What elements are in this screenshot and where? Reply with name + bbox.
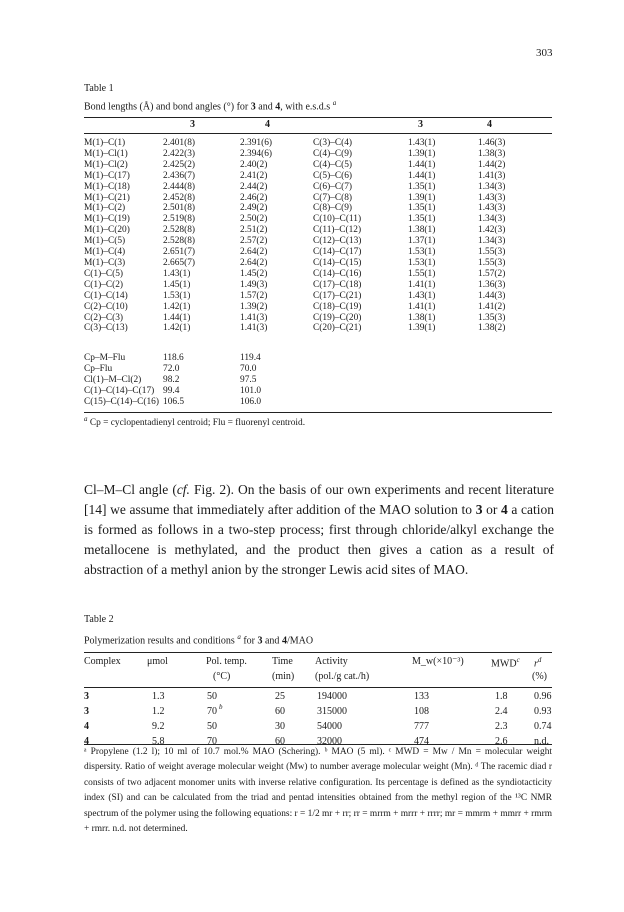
bond-value-3: 1.37(1) <box>408 236 436 247</box>
bond-value-3: 2.436(7) <box>163 170 196 181</box>
bond-value-3: 1.39(1) <box>408 323 436 334</box>
angle-label: C(15)–C(14)–C(16) <box>84 397 159 407</box>
bond-value-4: 1.43(3) <box>478 192 506 203</box>
angle-value-4: 106.0 <box>240 397 262 407</box>
table1-header-4-left: 4 <box>265 119 270 130</box>
table1-header-3-right: 3 <box>418 119 423 130</box>
bond-label: M(1)–C(5) <box>84 236 126 247</box>
bond-value-4: 1.41(3) <box>240 323 268 334</box>
bond-value-4: 2.41(2) <box>240 170 268 181</box>
bond-value-4: 2.394(6) <box>240 148 273 159</box>
bond-value-3: 1.38(1) <box>408 312 436 323</box>
bond-label: C(10)–C(11) <box>313 214 362 225</box>
bond-label: C(18)–C(19) <box>313 301 362 312</box>
bond-label: C(14)–C(17) <box>313 247 362 258</box>
bond-value-4: 1.39(2) <box>240 301 268 312</box>
bond-value-4: 1.55(3) <box>478 257 506 268</box>
table2-cell: 133 <box>414 691 429 702</box>
table1-left-values-3 <box>163 138 195 334</box>
bond-value-4: 1.57(2) <box>478 268 506 279</box>
bond-value-4: 1.34(3) <box>478 181 506 192</box>
bond-value-3: 1.42(1) <box>163 301 191 312</box>
bond-value-4: 2.51(2) <box>240 225 268 236</box>
bond-value-4: 1.34(3) <box>478 214 506 225</box>
table1-left-values-4 <box>240 138 272 334</box>
bond-value-3: 2.528(8) <box>163 225 196 236</box>
bond-value-3: 1.43(1) <box>408 290 436 301</box>
angle-value-3: 72.0 <box>163 364 180 374</box>
table2-cell: 194000 <box>317 691 347 702</box>
bond-label: C(8)–C(9) <box>313 203 353 214</box>
bond-value-4: 2.46(2) <box>240 192 268 203</box>
bond-value-3: 1.44(1) <box>163 312 191 323</box>
angle-value-4: 101.0 <box>240 386 262 396</box>
bond-value-4: 1.38(3) <box>478 148 506 159</box>
bond-value-3: 1.43(1) <box>163 268 191 279</box>
table2-cell: 0.74 <box>534 721 552 732</box>
bond-value-3: 1.35(1) <box>408 214 436 225</box>
bond-value-3: 1.44(1) <box>408 159 436 170</box>
bond-label: C(17)–C(18) <box>313 279 362 290</box>
bond-value-3: 2.444(8) <box>163 181 196 192</box>
table2-cell: 70 <box>207 736 217 747</box>
bond-label: C(1)–C(2) <box>84 279 124 290</box>
table2-cell: 70 <box>207 706 217 717</box>
bond-label: M(1)–C(17) <box>84 170 130 181</box>
table1-right-values-4 <box>478 138 505 334</box>
bond-label: C(5)–C(6) <box>313 170 353 181</box>
table2-col-activity <box>317 689 347 749</box>
bond-value-3: 2.665(7) <box>163 257 196 268</box>
table2-header-percent: (%) <box>532 671 547 682</box>
table2-footnote-mark-b: b <box>219 703 223 711</box>
bond-value-4: 1.38(2) <box>478 323 506 334</box>
bond-value-4: 1.34(3) <box>478 236 506 247</box>
bond-label: M(1)–C(2) <box>84 203 126 214</box>
bond-value-4: 1.42(3) <box>478 225 506 236</box>
bond-value-3: 2.401(8) <box>163 138 196 148</box>
table2-header-activity-unit: (pol./g cat./h) <box>315 671 370 682</box>
table1-header-3-left: 3 <box>190 119 195 130</box>
angle-label: Cp–Flu <box>84 364 113 374</box>
table2-header-celsius: (°C) <box>213 671 231 682</box>
bond-value-4: 1.36(3) <box>478 279 506 290</box>
table1-angle-values-3 <box>163 353 184 408</box>
bond-label: C(14)–C(16) <box>313 268 362 279</box>
angle-label: Cp–M–Flu <box>84 353 126 363</box>
bond-value-4: 1.35(3) <box>478 312 506 323</box>
table2-cell: 0.96 <box>534 691 552 702</box>
bond-label: M(1)–C(18) <box>84 181 130 192</box>
table2-cell: 1.3 <box>152 691 165 702</box>
bond-label: C(19)–C(20) <box>313 312 362 323</box>
table2-cell: 50 <box>207 691 217 702</box>
table2-cell: 32000 <box>317 736 342 747</box>
bond-value-3: 1.38(1) <box>408 225 436 236</box>
table2-col-complex <box>84 689 89 749</box>
bond-value-4: 2.44(2) <box>240 181 268 192</box>
angle-value-4: 97.5 <box>240 375 257 385</box>
bond-label: C(4)–C(9) <box>313 148 353 159</box>
table2-cell: 315000 <box>317 706 347 717</box>
bond-label: C(3)–C(13) <box>84 323 128 334</box>
body-paragraph: Cl–M–Cl angle (cf. Fig. 2). On the basis of our own experiments and recent literature [14] we assume that immediately after addition of the MAO solution to 3 or 4 a cation is formed as follows in a two-step process; first through chloride/alkyl exchange the metallocene is methylated, and the product then gives a cation as a result of abstraction of a methyl anion by the stronger Lewis acid sites of MAO. <box>84 482 555 577</box>
bond-value-3: 2.519(8) <box>163 214 196 225</box>
table2-col-time <box>275 689 285 749</box>
table2-cell: 54000 <box>317 721 342 732</box>
table1-caption: Bond lengths (Å) and bond angles (°) for 3 and 4, with e.s.d.s $^a$ <box>84 99 337 113</box>
table2-cell: 4 <box>84 736 89 747</box>
table2-header-min: (min) <box>272 671 295 682</box>
bond-value-4: 2.64(2) <box>240 257 268 268</box>
angle-value-3: 106.5 <box>163 397 185 407</box>
bond-value-3: 1.53(1) <box>163 290 191 301</box>
table2-cell: 3 <box>84 691 89 702</box>
bond-label: C(12)–C(13) <box>313 236 362 247</box>
bond-value-4: 1.44(2) <box>478 159 506 170</box>
table1-footnote: $^a$ Cp = cyclopentadienyl centroid; Flu = fluorenyl centroid. <box>84 415 306 429</box>
bond-value-3: 1.42(1) <box>163 323 191 334</box>
bond-value-3: 1.39(1) <box>408 192 436 203</box>
bond-value-4: 1.46(3) <box>478 138 506 148</box>
bond-value-3: 2.651(7) <box>163 247 196 258</box>
bond-value-4: 2.50(2) <box>240 214 268 225</box>
angle-value-4: 119.4 <box>240 353 261 363</box>
table2-col-r <box>534 689 552 749</box>
bond-value-4: 2.391(6) <box>240 138 273 148</box>
table1-bottom-rule <box>84 412 552 413</box>
table2-cell: 4 <box>84 721 89 732</box>
table2-header-rule <box>84 687 552 688</box>
table2-cell: 474 <box>414 736 429 747</box>
bond-value-4: 2.40(2) <box>240 159 268 170</box>
angle-label: C(1)–C(14)–C(17) <box>84 386 155 396</box>
table2-cell: 2.3 <box>495 721 508 732</box>
bond-label: M(1)–C(4) <box>84 247 126 258</box>
bond-label: M(1)–Cl(1) <box>84 148 128 159</box>
table2-cell: 3 <box>84 706 89 717</box>
bond-label: M(1)–C(19) <box>84 214 130 225</box>
bond-label: C(7)–C(8) <box>313 192 353 203</box>
bond-value-4: 1.55(3) <box>478 247 506 258</box>
table2-col-umol <box>152 689 165 749</box>
bond-value-4: 1.41(3) <box>240 312 268 323</box>
angle-value-3: 98.2 <box>163 375 180 385</box>
table1-left-bonds <box>84 138 130 334</box>
table2-cell: 1.8 <box>495 691 508 702</box>
bond-label: C(20)–C(21) <box>313 323 362 334</box>
table2-cell: 1.2 <box>152 706 165 717</box>
table2-cell: n.d. <box>534 736 549 747</box>
bond-value-3: 1.53(1) <box>408 257 436 268</box>
table2-cell: 50 <box>207 721 217 732</box>
angle-value-3: 99.4 <box>163 386 180 396</box>
table2-header-pol-temp: Pol. temp. <box>206 656 247 667</box>
bond-value-4: 1.45(2) <box>240 268 268 279</box>
bond-value-3: 1.35(1) <box>408 203 436 214</box>
table2-cell: 777 <box>414 721 429 732</box>
bond-value-3: 1.35(1) <box>408 181 436 192</box>
table2-title: Table 2 <box>84 614 114 625</box>
bond-label: M(1)–C(20) <box>84 225 130 236</box>
table1-angle-labels <box>84 353 159 408</box>
bond-label: C(2)–C(10) <box>84 301 128 312</box>
table2-cell: 5.8 <box>152 736 165 747</box>
table1-header-rule <box>84 133 552 134</box>
bond-value-4: 1.44(3) <box>478 290 506 301</box>
bond-value-4: 2.49(2) <box>240 203 268 214</box>
table1-title: Table 1 <box>84 83 114 94</box>
bond-value-4: 2.57(2) <box>240 236 268 247</box>
page-number: 303 <box>536 47 553 59</box>
table2-col-mwd <box>495 689 508 749</box>
bond-value-3: 1.43(1) <box>408 138 436 148</box>
table2-header-complex: Complex <box>84 656 121 667</box>
table2-col-temp <box>207 689 217 749</box>
angle-value-4: 70.0 <box>240 364 257 374</box>
table2-cell: 60 <box>275 706 285 717</box>
bond-value-3: 1.53(1) <box>408 247 436 258</box>
bond-value-4: 1.41(2) <box>478 301 506 312</box>
table2-header-r: $r^d$ <box>534 656 542 670</box>
bond-value-3: 1.44(1) <box>408 170 436 181</box>
bond-value-4: 1.43(3) <box>478 203 506 214</box>
table2-cell: 108 <box>414 706 429 717</box>
bond-label: C(6)–C(7) <box>313 181 353 192</box>
bond-value-3: 1.45(1) <box>163 279 191 290</box>
table2-footnote: ᵃ Propylene (1.2 l); 10 ml of 10.7 mol.% MAO (Schering). ᵇ MAO (5 ml). ᶜ MWD = Mw / Mn = molecular weight dispersity. Ratio of weight average molecular weight (Mw) to number average molecular weight (Mn). ᵈ The racemic diad r consists of two adjacent monomer units with inverse relative configuration. Its percentage is defined as the syndiotacticity index (SI) and can be calculated from the triad and pentad intensities obtained from the methyl region of the ¹³C NMR spectrum of the polymer using the following equations: r = 1/2 mr + rr; rr = mrrm + mrrr + rrrr; mr = mmrm + mmrr + rmrm + rmrr. n.d. not determined. <box>84 747 552 835</box>
table2-header-time: Time <box>272 656 293 667</box>
table2-header-umol: μmol <box>147 656 168 667</box>
table2-cell: 2.6 <box>495 736 508 747</box>
bond-label: C(14)–C(15) <box>313 257 362 268</box>
bond-label: M(1)–C(3) <box>84 257 126 268</box>
table2-caption: Polymerization results and conditions $^a$ for 3 and 4/MAO <box>84 633 314 647</box>
bond-value-3: 2.452(8) <box>163 192 196 203</box>
table1-top-rule <box>84 117 552 118</box>
table2-header-activity: Activity <box>315 656 348 667</box>
bond-value-3: 2.501(8) <box>163 203 196 214</box>
bond-value-4: 1.57(2) <box>240 290 268 301</box>
table2-cell: 0.93 <box>534 706 552 717</box>
table1-angle-values-4 <box>240 353 261 408</box>
bond-value-3: 1.39(1) <box>408 148 436 159</box>
table2-cell: 25 <box>275 691 285 702</box>
bond-value-3: 1.41(1) <box>408 301 436 312</box>
table1-right-values-3 <box>408 138 435 334</box>
bond-value-4: 2.64(2) <box>240 247 268 258</box>
table2-col-mw <box>414 689 429 749</box>
bond-label: M(1)–C(21) <box>84 192 130 203</box>
table2-cell: 60 <box>275 736 285 747</box>
table2-cell: 2.4 <box>495 706 508 717</box>
bond-label: C(1)–C(5) <box>84 268 124 279</box>
table2-header-mwd: MWD$^c$ <box>491 656 520 670</box>
bond-label: C(3)–C(4) <box>313 138 353 148</box>
table2-top-rule <box>84 652 552 653</box>
angle-value-3: 118.6 <box>163 353 184 363</box>
bond-value-4: 1.49(3) <box>240 279 268 290</box>
bond-value-3: 2.528(8) <box>163 236 196 247</box>
bond-value-3: 2.425(2) <box>163 159 196 170</box>
bond-label: C(4)–C(5) <box>313 159 353 170</box>
angle-label: Cl(1)–M–Cl(2) <box>84 375 142 385</box>
bond-label: M(1)–Cl(2) <box>84 159 128 170</box>
bond-label: M(1)–C(1) <box>84 138 126 148</box>
bond-value-4: 1.41(3) <box>478 170 506 181</box>
table2-cell: 9.2 <box>152 721 165 732</box>
bond-label: C(17)–C(21) <box>313 290 362 301</box>
table2-cell: 30 <box>275 721 285 732</box>
bond-label: C(1)–C(14) <box>84 290 128 301</box>
bond-label: C(11)–C(12) <box>313 225 362 236</box>
bond-label: C(2)–C(3) <box>84 312 124 323</box>
bond-value-3: 2.422(3) <box>163 148 196 159</box>
bond-value-3: 1.55(1) <box>408 268 436 279</box>
table1-header-4-right: 4 <box>487 119 492 130</box>
table2-header-mw: M_w(×10⁻³) <box>412 656 464 667</box>
bond-value-3: 1.41(1) <box>408 279 436 290</box>
table1-right-bonds <box>313 138 361 334</box>
